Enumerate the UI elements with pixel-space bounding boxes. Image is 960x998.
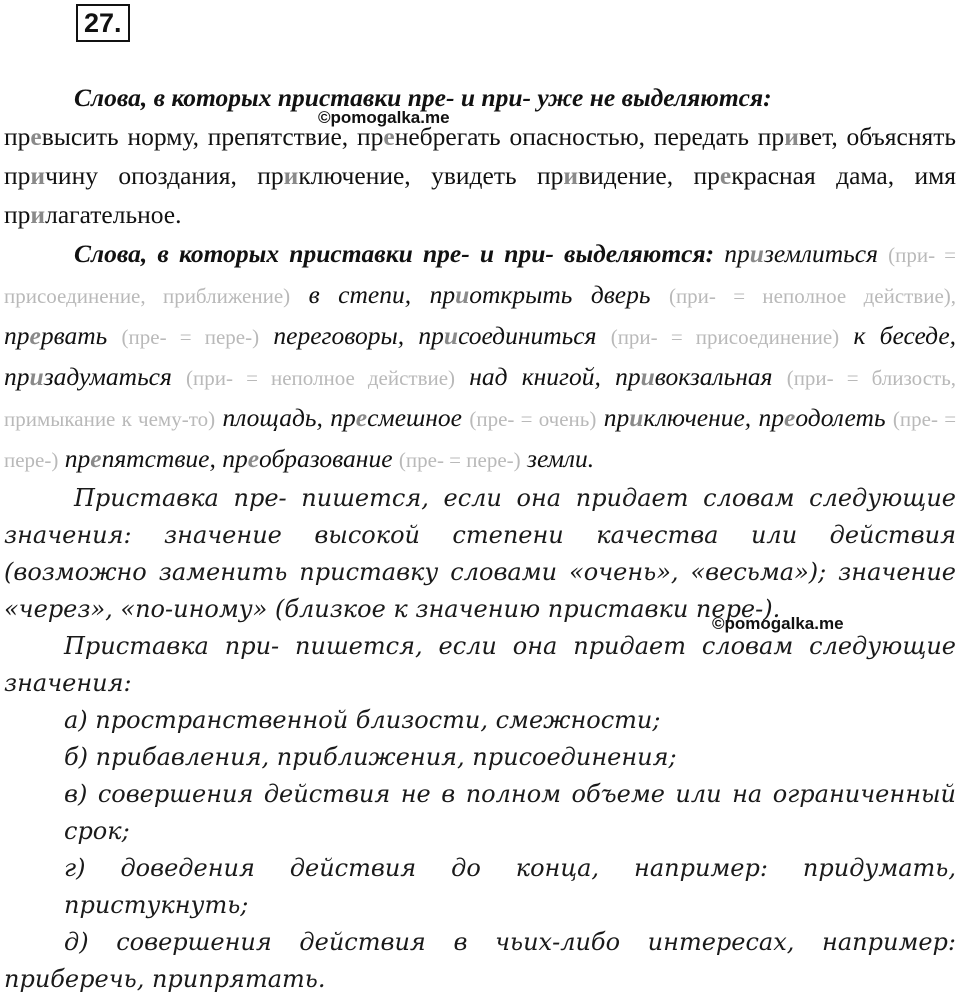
highlight-letter: и — [563, 161, 579, 190]
rule-pri-item: б) прибавления, приближения, присоединения; — [64, 743, 677, 771]
section2-heading: Слова, в которых приставки пре- и при- выделяются: — [74, 239, 715, 268]
note: (пре- = пере-) — [121, 325, 260, 349]
highlight-letter: е — [383, 122, 395, 151]
note: (при- = присоединение) — [610, 325, 840, 349]
watermark: ©pomogalka.me — [712, 614, 844, 633]
highlight-letter: е — [30, 122, 42, 151]
rule-pri-item: в) совершения действия не в полном объеме или на ограниченный срок; — [64, 780, 956, 845]
rule-pri-item: д) совершения действия в чьих-либо интересах, например: приберечь, припрятать. — [4, 928, 956, 993]
rule-pri-item: г) доведения действия до конца, например: придумать, пристукнуть; — [64, 854, 956, 919]
note: (при- = присоединение, приближение) — [4, 243, 957, 308]
highlight-letter: и — [784, 122, 799, 151]
highlight-letter: е — [719, 161, 732, 190]
note: (пре- = пере-) — [4, 407, 957, 472]
section2-paragraph: Слова, в которых приставки пре- и при- выделяются: приземлиться (при- = присоединение, приближение) в степи, приоткрыть дверь (при- = неполное действие), прервать (пре- = пере-) переговоры, присоединиться (при- = присоединение) к беседе, призадуматься (при- = неполное действие) над книгой, привокзальная (при- = близость, примыкание к чему-то) площадь, пресмешное (пре- = очень) приключение, преодолеть (пре- = пере-) препятствие, преобразование (пре- = пере-) земли. — [4, 239, 957, 473]
note: (при- = близость, примыкание к чему-то) — [4, 366, 957, 431]
note: (пре- = пере-) — [398, 448, 521, 472]
highlight-letter: и — [30, 200, 46, 229]
exercise-text — [4, 78, 956, 998]
watermark: ©pomogalka.me — [318, 108, 450, 127]
note: (при- = неполное действие) — [186, 366, 456, 390]
exercise-number: 27. — [76, 4, 130, 42]
section1-heading: Слова, в которых приставки пре- и при- уже не выделяются: — [74, 83, 772, 112]
highlight-letter: и — [283, 161, 299, 190]
rule-pre: Приставка пре- пишется, если она придает словам следующие значения: значение высокой степени качества или действия (возможно заменить приставку словами «очень», «весьма»); значение «через», «по-иному» (близкое к значению приставки пере-). — [4, 484, 956, 623]
rule-pri-item: а) пространственной близости, смежности; — [64, 706, 661, 734]
rule-pri-intro: Приставка при- пишется, если она придает словам следующие значения: — [4, 632, 956, 697]
note: (пре- = очень) — [469, 407, 597, 431]
section1-words: превысить норму, препятствие, пренебрегать опасностью, передать привет, объяснять причину опоздания, приключение, увидеть привидение, прекрасная дама, имя прилагательное. — [4, 122, 956, 229]
highlight-letter: и — [30, 161, 46, 190]
note: (при- = неполное действие), — [668, 284, 957, 308]
